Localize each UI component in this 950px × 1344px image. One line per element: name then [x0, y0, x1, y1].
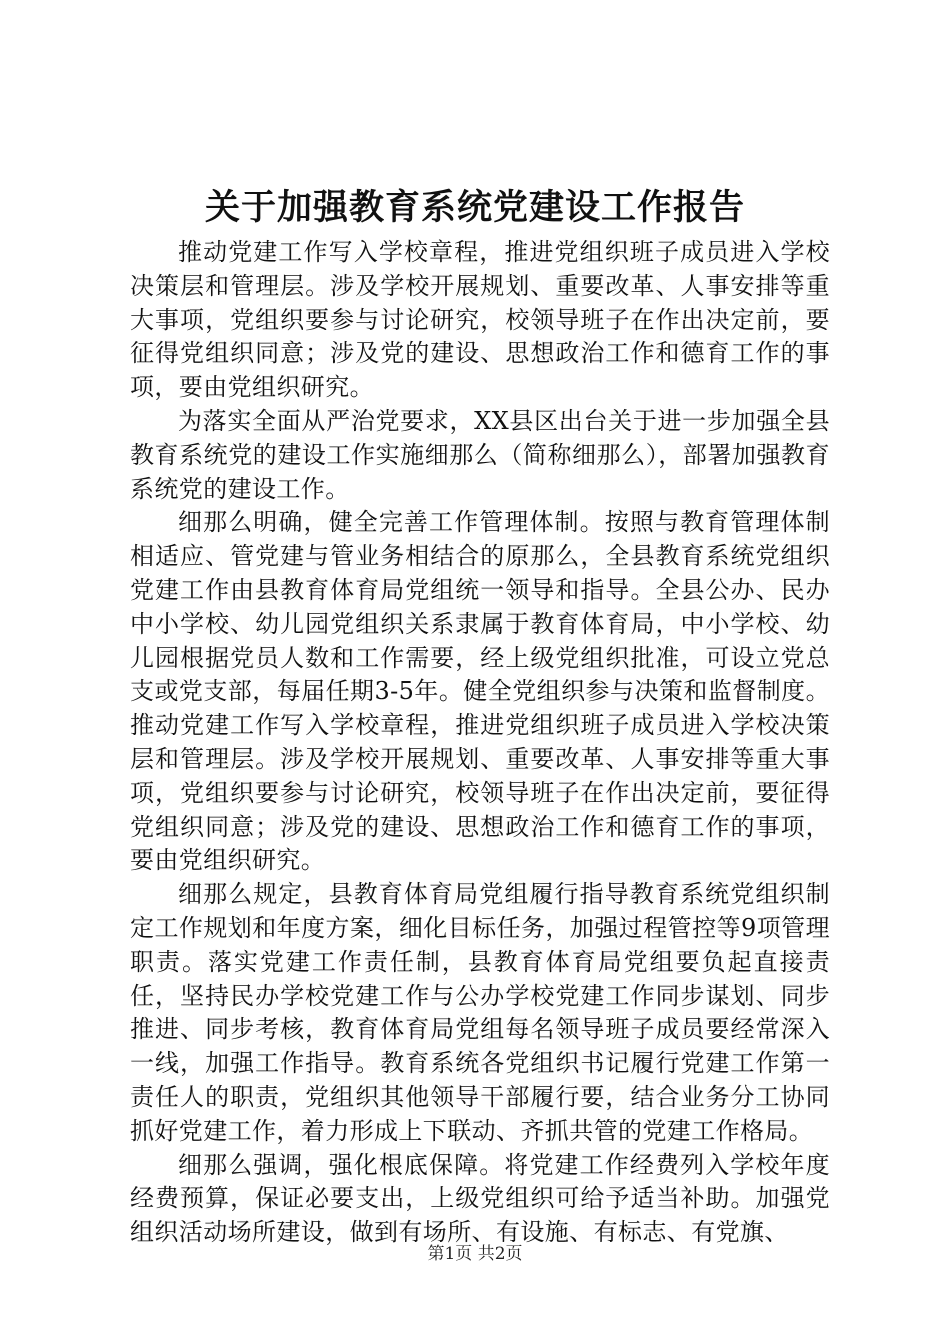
document-body: [130, 236, 830, 1250]
paragraph: 推动党建工作写入学校章程，推进党组织班子成员进入学校决策层和管理层。涉及学校开展规划、重要改革、人事安排等重大事项，党组织要参与讨论研究，校领导班子在作出决定前，要征得党组织同意；涉及党的建设、思想政治工作和德育工作的事项，要由党组织研究。: [130, 238, 830, 402]
page-number-footer: 第1页 共2页: [427, 1244, 523, 1264]
paragraph: 细那么强调，强化根底保障。将党建工作经费列入学校年度经费预算，保证必要支出，上级党组织可给予适当补助。加强党组织活动场所建设，做到有场所、有设施、有标志、有党旗、: [130, 1150, 830, 1247]
paragraph: 细那么规定，县教育体育局党组履行指导教育系统党组织制定工作规划和年度方案，细化目标任务，加强过程管控等9项管理职责。落实党建工作责任制，县教育体育局党组要负起直接责任，坚持民办学校党建工作与公办学校党建工作同步谋划、同步推进、同步考核，教育体育局党组每名领导班子成员要经常深入一线，加强工作指导。教育系统各党组织书记履行党建工作第一责任人的职责，党组织其他领导干部履行要，结合业务分工协同抓好党建工作，着力形成上下联动、齐抓共管的党建工作格局。: [130, 880, 830, 1145]
document-title: 关于加强教育系统党建设工作报告: [204, 187, 745, 228]
paragraph: 细那么明确，健全完善工作管理体制。按照与教育管理体制相适应、管党建与管业务相结合的原那么，全县教育系统党组织党建工作由县教育体育局党组统一领导和指导。全县公办、民办中小学校、幼儿园党组织关系隶属于教育体育局，中小学校、幼儿园根据党员人数和工作需要，经上级党组织批准，可设立党总支或党支部，每届任期3-5年。健全党组织参与决策和监督制度。推动党建工作写入学校章程，推进党组织班子成员进入学校决策层和管理层。涉及学校开展规划、重要改革、人事安排等重大事项，党组织要参与讨论研究，校领导班子在作出决定前，要征得党组织同意；涉及党的建设、思想政治工作和德育工作的事项，要由党组织研究。: [130, 508, 830, 875]
paragraph: 为落实全面从严治党要求，XX县区出台关于进一步加强全县教育系统党的建设工作实施细那么（简称细那么），部署加强教育系统党的建设工作。: [130, 406, 830, 503]
